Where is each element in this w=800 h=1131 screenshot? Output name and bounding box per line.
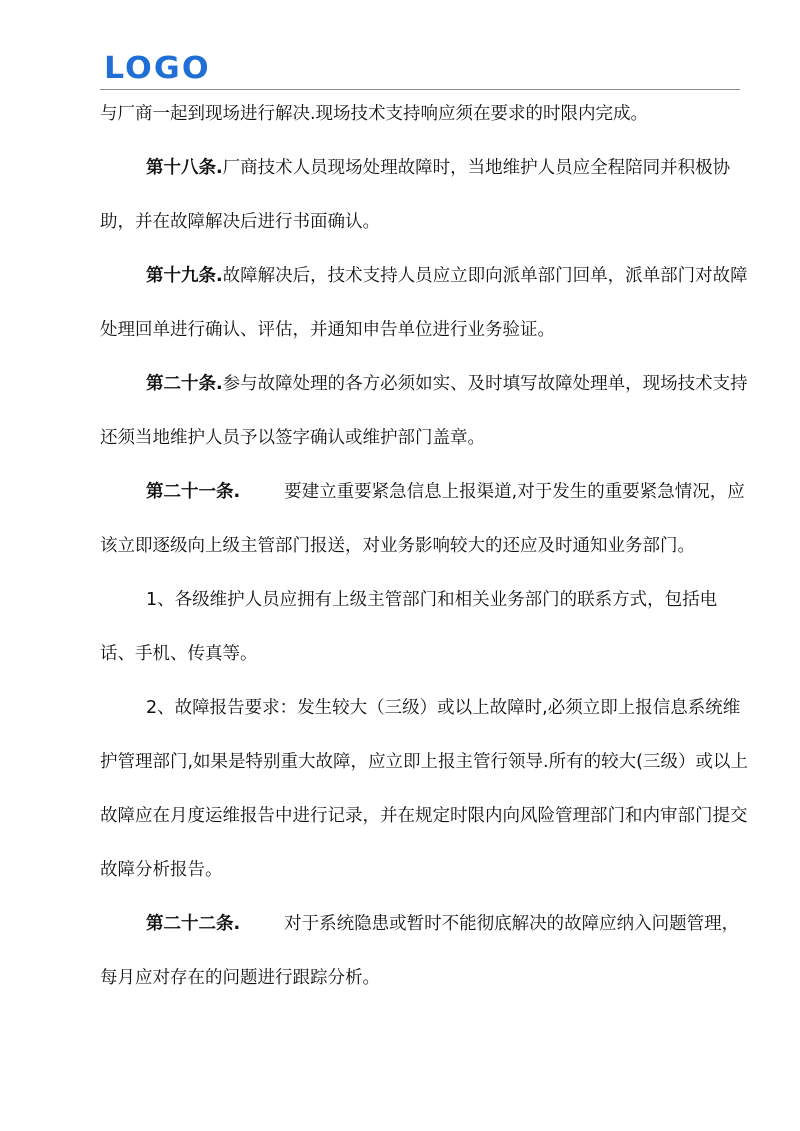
paragraph-text: 厂商技术人员现场处理故障时，当地维护人员应全程陪同并积极协助，并在故障解决后进行书面确认。 — [100, 158, 731, 232]
article-number: 第二十二条. — [146, 914, 241, 934]
article-number: 第十八条. — [146, 158, 223, 178]
document-body — [100, 87, 748, 1005]
article-number: 第二十条. — [146, 374, 223, 394]
paragraph-text: 对于系统隐患或暂时不能彻底解决的故障应纳入问题管理，每月应对存在的问题进行跟踪分析。 — [100, 914, 740, 988]
paragraph-continuation — [100, 87, 748, 141]
list-item-1 — [100, 573, 748, 681]
paragraph-text: 与厂商一起到现场进行解决.现场技术支持响应须在要求的时限内完成。 — [100, 104, 649, 124]
article-number: 第十九条. — [146, 266, 223, 286]
article-19 — [100, 249, 748, 357]
article-20 — [100, 357, 748, 465]
paragraph-text: 要建立重要紧急信息上报渠道,对于发生的重要紧急情况，应该立即逐级向上级主管部门报送，对业务影响较大的还应及时通知业务部门。 — [100, 482, 745, 556]
logo: LOGO — [104, 51, 211, 86]
article-22 — [100, 897, 748, 1005]
paragraph-text: 故障解决后，技术支持人员应立即向派单部门回单，派单部门对故障处理回单进行确认、评估，并通知申告单位进行业务验证。 — [100, 266, 748, 340]
page-header — [0, 0, 800, 92]
article-21 — [100, 465, 748, 573]
article-18 — [100, 141, 748, 249]
list-item-2 — [100, 681, 748, 897]
paragraph-text: 2、故障报告要求：发生较大（三级）或以上故障时,必须立即上报信息系统维护管理部门,如果是特别重大故障，应立即上报主管行领导.所有的较大(三级）或以上故障应在月度运维报告中进行记录，并在规定时限内向风险管理部门和内审部门提交故障分析报告。 — [100, 698, 748, 880]
article-number: 第二十一条. — [146, 482, 241, 502]
paragraph-text: 参与故障处理的各方必须如实、及时填写故障处理单，现场技术支持还须当地维护人员予以签字确认或维护部门盖章。 — [100, 374, 748, 448]
paragraph-text: 1、各级维护人员应拥有上级主管部门和相关业务部门的联系方式，包括电话、手机、传真等。 — [100, 590, 718, 664]
